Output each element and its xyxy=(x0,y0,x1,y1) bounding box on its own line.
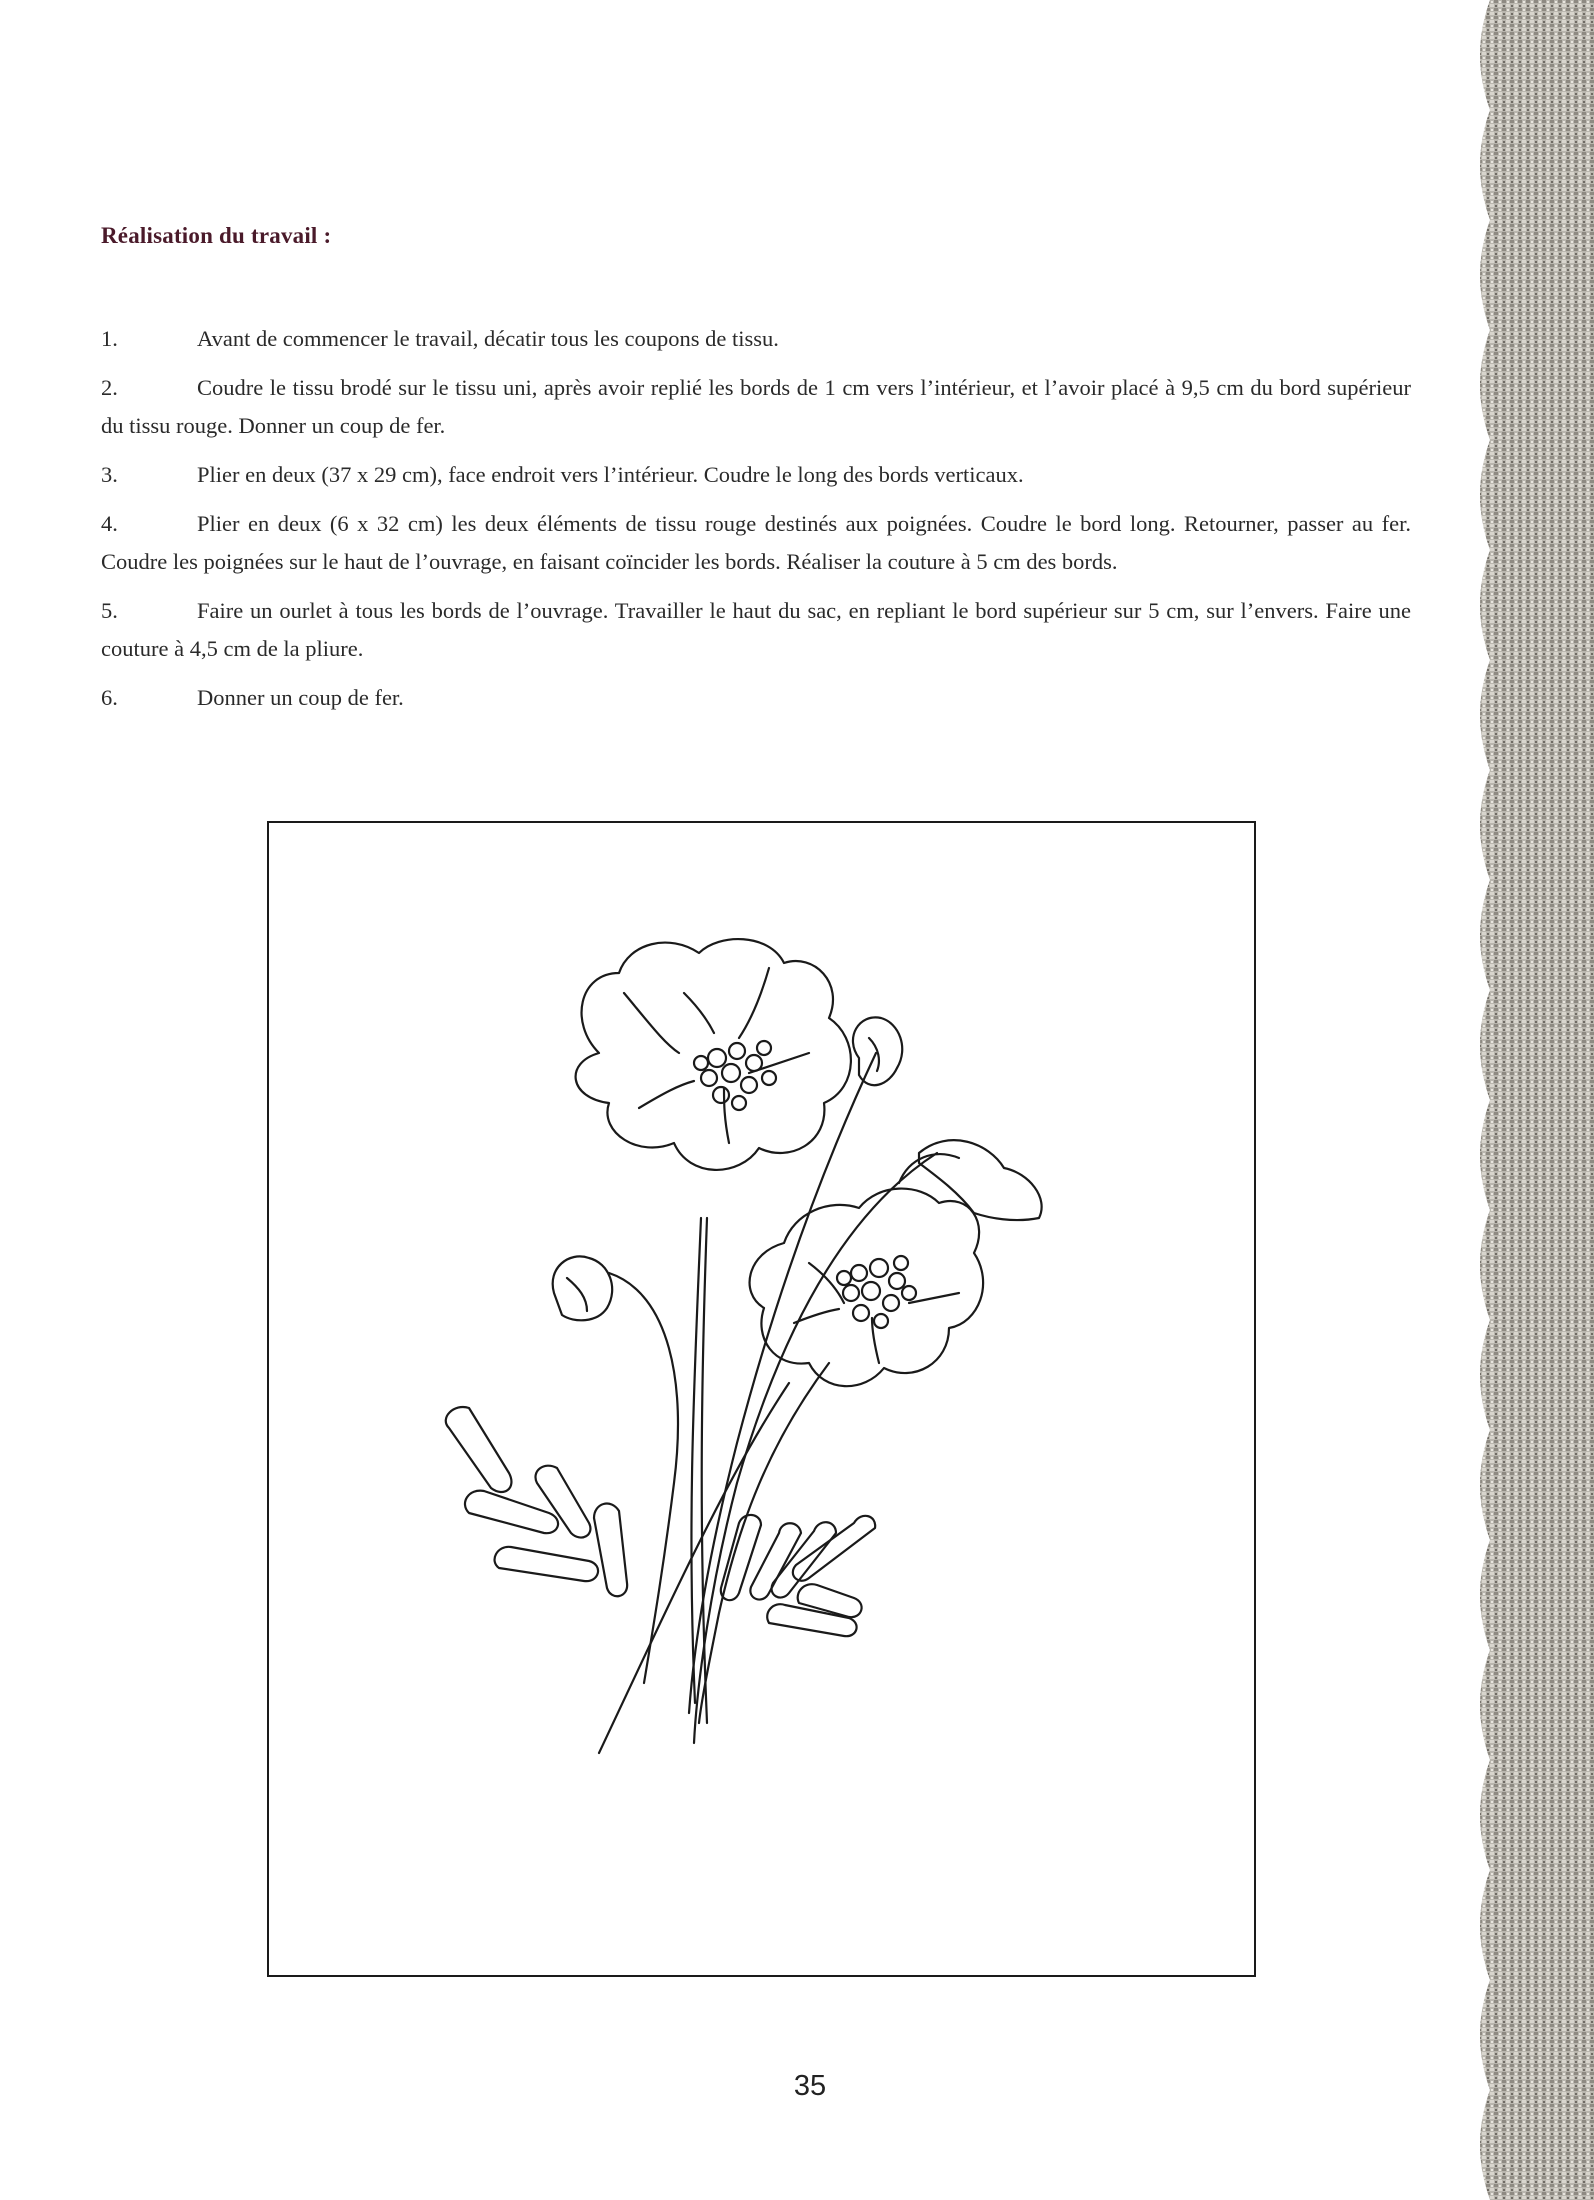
instruction-step xyxy=(101,369,1411,445)
step-number: 3. xyxy=(101,462,118,487)
stem xyxy=(691,1218,701,1703)
step-number: 6. xyxy=(101,685,118,710)
step-text: Coudre le tissu brodé sur le tissu uni, après avoir replié les bords de 1 cm vers l’intérieur, et l’avoir placé à 9,5 cm du bord supérieur du tissu rouge. Donner un coup de fer. xyxy=(101,375,1411,438)
poppy-embroidery-pattern xyxy=(269,823,1254,1975)
stem xyxy=(609,1273,678,1683)
instruction-step xyxy=(101,320,1411,358)
step-text: Avant de commencer le travail, décatir tous les coupons de tissu. xyxy=(197,326,779,351)
step-number: 4. xyxy=(101,511,118,536)
step-text: Plier en deux (37 x 29 cm), face endroit vers l’intérieur. Coudre le long des bords verticaux. xyxy=(197,462,1024,487)
leaf-cluster xyxy=(446,1407,627,1596)
stem xyxy=(694,1153,937,1743)
instruction-step xyxy=(101,505,1411,581)
instruction-list xyxy=(101,320,1411,728)
leaf-cluster xyxy=(721,1515,875,1636)
poppy-bud xyxy=(553,1256,613,1320)
instruction-step xyxy=(101,679,1411,717)
step-text: Faire un ourlet à tous les bords de l’ouvrage. Travailler le haut du sac, en repliant le bord supérieur sur 5 cm, sur l’envers. Faire une couture à 4,5 cm de la pliure. xyxy=(101,598,1411,661)
step-text: Plier en deux (6 x 32 cm) les deux éléments de tissu rouge destinés aux poignées. Coudre le bord long. Retourner, passer au fer. Coudre les poignées sur le haut de l’ouvrage, en faisant coïncider les bords. Réaliser la couture à 5 cm des bords. xyxy=(101,511,1411,574)
section-heading: Réalisation du travail : xyxy=(101,223,332,248)
step-number: 5. xyxy=(101,598,118,623)
step-text: Donner un coup de fer. xyxy=(197,685,404,710)
instruction-step xyxy=(101,592,1411,668)
step-number: 1. xyxy=(101,326,118,351)
burlap-fabric-edge xyxy=(1470,0,1594,2200)
instruction-step xyxy=(101,456,1411,494)
step-number: 2. xyxy=(101,375,118,400)
stem xyxy=(699,1363,829,1723)
page-number: 35 xyxy=(793,2070,827,2102)
embroidery-pattern-frame xyxy=(267,821,1256,1977)
poppy-flower xyxy=(576,939,851,1170)
poppy-flower xyxy=(750,1140,1042,1386)
poppy-bud xyxy=(853,1017,902,1085)
